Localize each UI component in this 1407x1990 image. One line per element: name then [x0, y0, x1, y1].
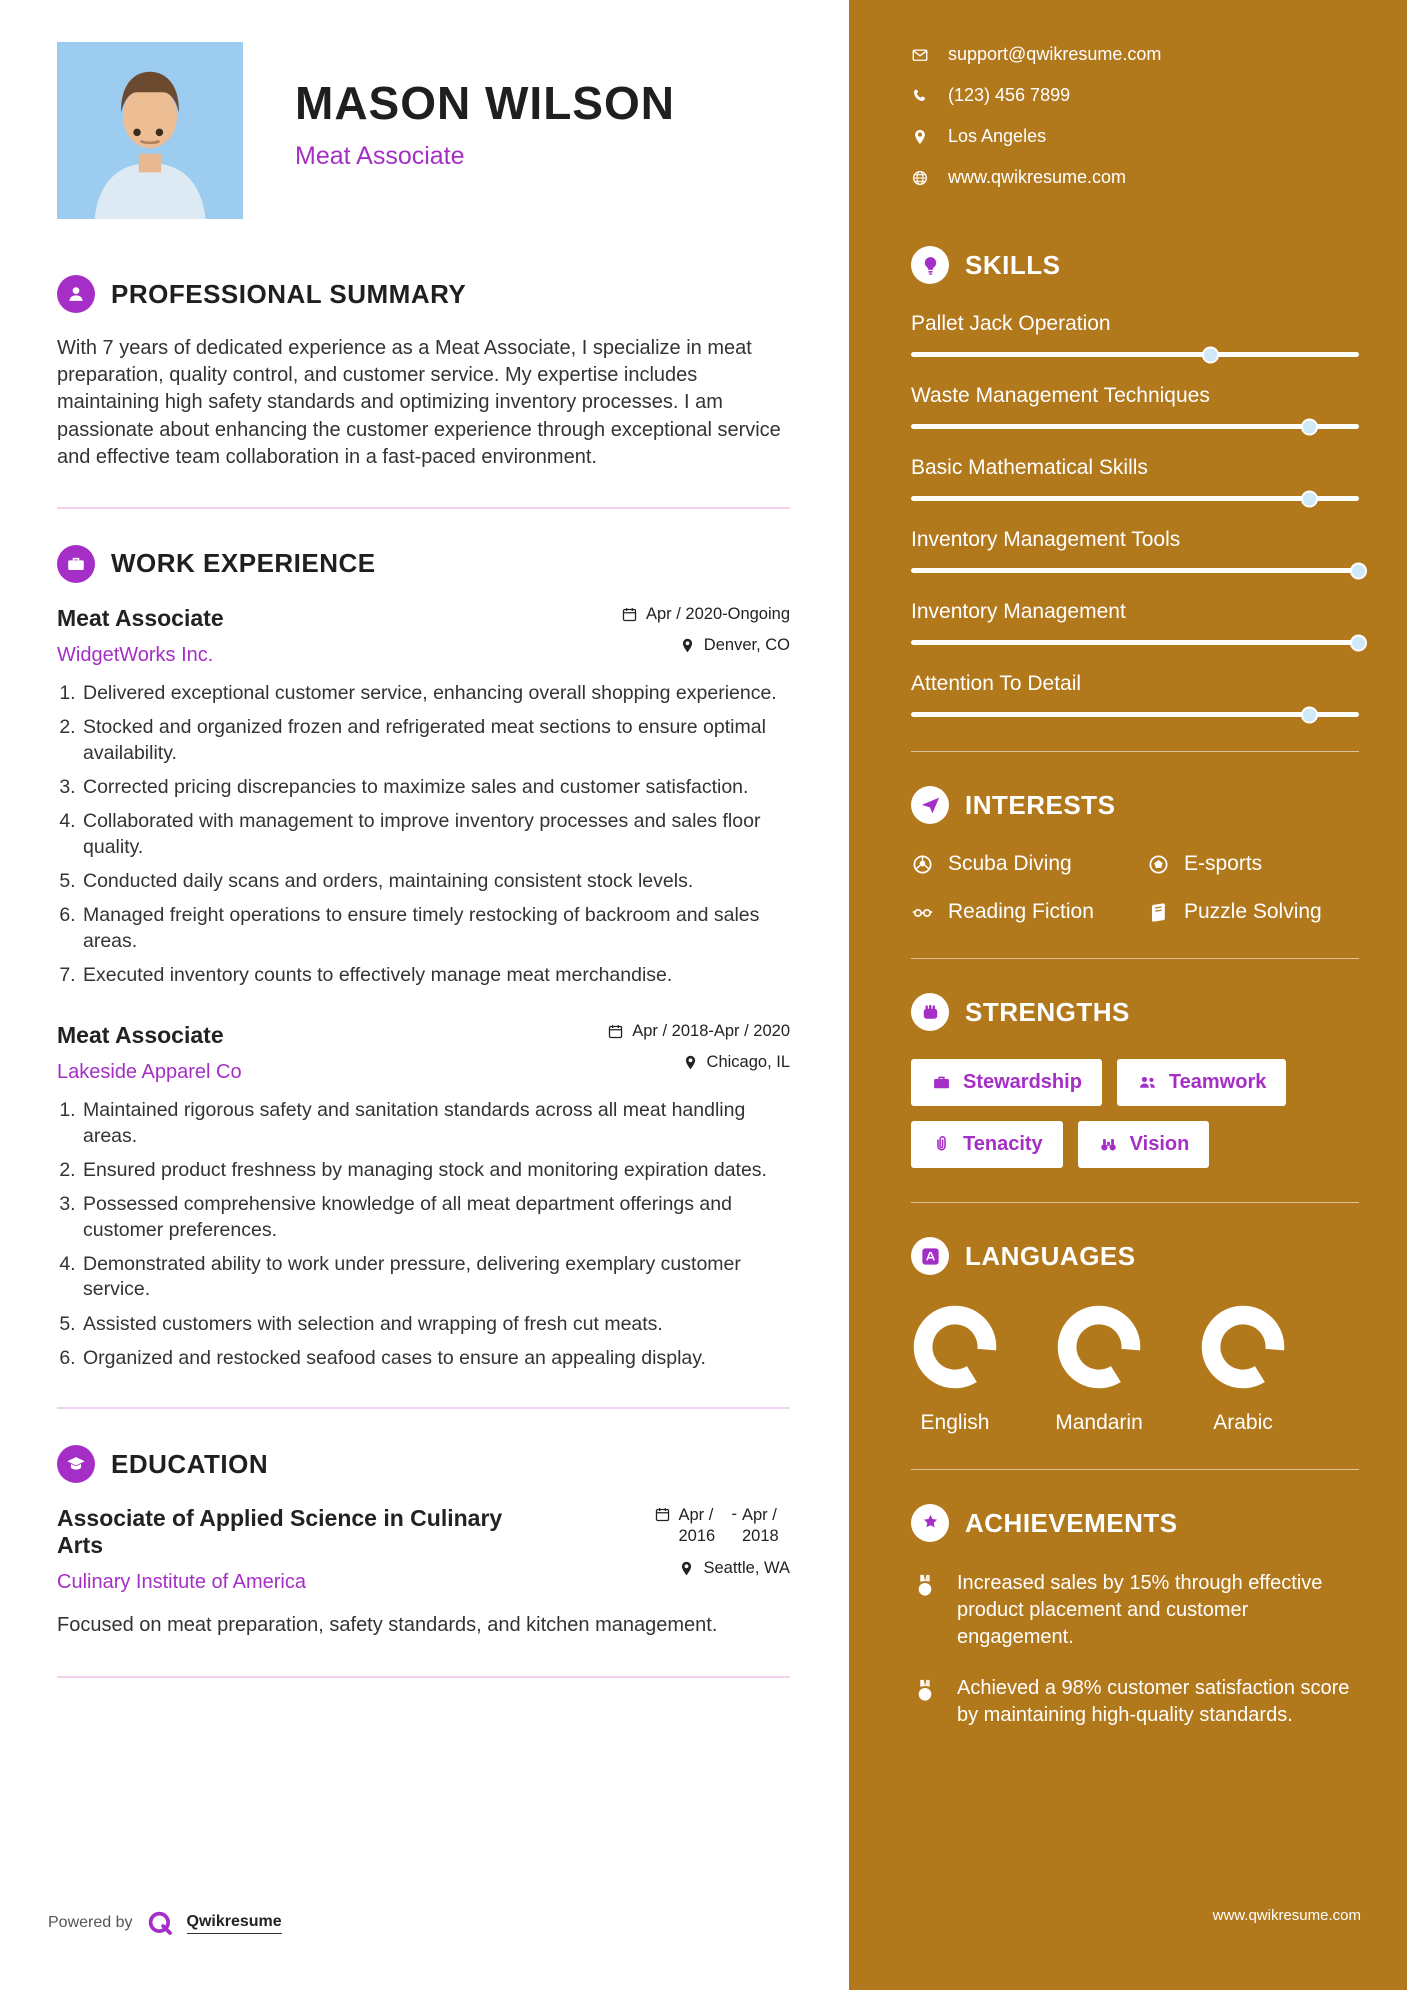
phone-icon [911, 87, 929, 105]
job-bullet: 6. Organized and restocked seafood cases to ensure an appealing display. [81, 1346, 790, 1371]
interests-heading: INTERESTS [965, 789, 1116, 820]
interest-label: Reading Fiction [948, 900, 1094, 923]
scuba-diving-icon [911, 853, 934, 876]
degree-title: Associate of Applied Science in Culinary Arts [57, 1505, 503, 1559]
achievements-section-header [911, 1504, 1359, 1542]
skill-item [911, 672, 1359, 717]
languages-heading: LANGUAGES [965, 1240, 1136, 1271]
education-location-row [678, 1559, 790, 1578]
job-bullet-list [57, 1098, 790, 1371]
interest-item [1147, 852, 1359, 876]
qwikresume-brand-link[interactable]: Qwikresume [187, 1913, 282, 1934]
job-bullet: 4. Demonstrated ability to work under pressure, delivering exemplary customer service. [81, 1252, 790, 1303]
person-icon [57, 275, 95, 313]
work-section-header [57, 545, 790, 583]
achievements-heading: ACHIEVEMENTS [965, 1507, 1178, 1538]
work-section [57, 545, 790, 1410]
interest-label: Scuba Diving [948, 852, 1072, 875]
job-header [57, 1022, 790, 1084]
skill-slider-thumb [1301, 490, 1318, 507]
strength-tenacity [911, 1121, 1063, 1168]
skill-slider-thumb [1202, 346, 1219, 363]
language-label: Mandarin [1055, 1411, 1143, 1434]
job-location: Chicago, IL [706, 1053, 790, 1072]
section-divider [57, 1676, 790, 1678]
skill-item [911, 456, 1359, 501]
strength-label: Stewardship [963, 1071, 1082, 1093]
powered-by-footer [48, 1908, 282, 1938]
skill-slider [911, 424, 1359, 429]
achievement-item [911, 1570, 1359, 1651]
job-bullet: 6. Managed freight operations to ensure timely restocking of backroom and sales areas. [81, 903, 790, 954]
email-icon [911, 46, 929, 64]
paper-plane-icon [911, 786, 949, 824]
translate-icon [911, 1237, 949, 1275]
skill-item [911, 528, 1359, 573]
language-donut [1199, 1303, 1287, 1391]
education-meta [654, 1505, 791, 1594]
strength-vision [1078, 1121, 1210, 1168]
job-title-block [57, 1022, 242, 1084]
education-header [57, 1505, 790, 1594]
job-dates: Apr / 2018-Apr / 2020 [632, 1022, 790, 1041]
globe-icon [911, 169, 929, 187]
contact-phone-row [911, 85, 1359, 106]
sidebar-divider [911, 1469, 1359, 1470]
medal-icon [911, 1572, 939, 1600]
section-divider [57, 1407, 790, 1409]
education-section [57, 1445, 790, 1678]
section-divider [57, 507, 790, 509]
skill-slider [911, 496, 1359, 501]
contact-website-row [911, 167, 1359, 188]
strength-label: Vision [1129, 1133, 1190, 1155]
interests-section-header [911, 786, 1359, 824]
calendar-icon [607, 1023, 624, 1040]
job-dates-row [607, 1022, 790, 1041]
job-header [57, 605, 790, 667]
medal-icon [911, 1677, 939, 1705]
job-bullet-list [57, 681, 790, 988]
briefcase-icon [931, 1072, 952, 1093]
language-item [911, 1303, 999, 1435]
job-title: Meat Associate [57, 604, 224, 631]
interest-item [911, 852, 1147, 876]
achievement-item [911, 1675, 1359, 1729]
skill-label: Waste Management Techniques [911, 384, 1210, 407]
job-bullet: 5. Conducted daily scans and orders, maintaining consistent stock levels. [81, 869, 790, 894]
job-title-block [57, 605, 224, 667]
strengths-heading: STRENGTHS [965, 996, 1130, 1027]
sidebar-divider [911, 1202, 1359, 1203]
skills-heading: SKILLS [965, 249, 1061, 280]
fist-icon [911, 993, 949, 1031]
header-text [295, 42, 675, 171]
strength-stewardship [911, 1059, 1102, 1106]
education-date-end: Apr / 2018 [742, 1506, 779, 1546]
languages-grid [911, 1303, 1359, 1435]
job-bullet: 1. Delivered exceptional customer service, enhancing overall shopping experience. [81, 681, 790, 706]
graduation-cap-icon [57, 1445, 95, 1483]
company-name: Lakeside Apparel Co [57, 1061, 242, 1084]
achievement-text: Achieved a 98% customer satisfaction score by maintaining high-quality standards. [957, 1677, 1350, 1726]
candidate-title: Meat Associate [295, 142, 465, 170]
strength-label: Tenacity [963, 1133, 1043, 1155]
job-title: Meat Associate [57, 1022, 224, 1049]
language-item [1055, 1303, 1143, 1435]
education-dates-row [654, 1505, 791, 1546]
skill-label: Basic Mathematical Skills [911, 456, 1148, 479]
skill-item [911, 600, 1359, 645]
skill-label: Pallet Jack Operation [911, 312, 1111, 335]
profile-photo-illustration [57, 42, 243, 219]
sidebar-divider [911, 958, 1359, 959]
summary-section [57, 275, 790, 509]
job-location-row [682, 1053, 790, 1072]
strength-teamwork [1117, 1059, 1286, 1106]
strengths-section-header [911, 993, 1359, 1031]
education-date-range [679, 1505, 791, 1546]
languages-section-header [911, 1237, 1359, 1275]
job-bullet: 7. Executed inventory counts to effectively manage meat merchandise. [81, 963, 790, 988]
strengths-grid [911, 1059, 1331, 1168]
briefcase-icon [57, 545, 95, 583]
job-bullet: 3. Corrected pricing discrepancies to maximize sales and customer satisfaction. [81, 775, 790, 800]
job-location: Denver, CO [703, 635, 790, 654]
skills-section [911, 246, 1359, 752]
skill-slider [911, 640, 1359, 645]
contact-location-row [911, 126, 1359, 147]
education-location: Seattle, WA [703, 1558, 790, 1577]
skill-slider-thumb [1301, 418, 1318, 435]
binoculars-icon [1098, 1134, 1119, 1155]
language-label: English [920, 1411, 990, 1434]
location-icon [682, 1054, 699, 1071]
interest-label: E-sports [1184, 852, 1263, 875]
strengths-section [911, 993, 1359, 1203]
strength-label: Teamwork [1168, 1071, 1267, 1093]
calendar-icon [654, 1506, 671, 1523]
company-name: WidgetWorks Inc. [57, 643, 214, 666]
sidebar [849, 0, 1407, 1990]
powered-by-label: Powered by [48, 1914, 133, 1931]
award-icon [911, 1504, 949, 1542]
skill-slider-thumb [1301, 706, 1318, 723]
interest-item [911, 900, 1147, 924]
profile-photo [57, 42, 243, 219]
education-date-start: Apr / 2016 [678, 1506, 716, 1546]
location-icon [678, 1560, 695, 1577]
contact-website[interactable]: www.qwikresume.com [948, 167, 1127, 187]
language-label: Arabic [1213, 1411, 1273, 1434]
job-entry [57, 605, 790, 988]
job-bullet: 2. Stocked and organized frozen and refrigerated meat sections to ensure optimal availability. [81, 715, 790, 766]
skill-label: Attention To Detail [911, 672, 1082, 695]
location-icon [679, 637, 696, 654]
skill-slider-thumb [1350, 634, 1367, 651]
skill-slider [911, 712, 1359, 717]
contact-phone: (123) 456 7899 [948, 85, 1071, 105]
sidebar-divider [911, 751, 1359, 752]
interests-section [911, 786, 1359, 959]
job-bullet: 3. Possessed comprehensive knowledge of all meat department offerings and customer preferences. [81, 1192, 790, 1243]
job-meta [607, 1022, 790, 1084]
contact-location: Los Angeles [948, 126, 1047, 146]
paperclip-icon [931, 1134, 952, 1155]
location-icon [911, 128, 929, 146]
interests-grid [911, 852, 1359, 924]
language-donut [1055, 1303, 1143, 1391]
job-bullet: 2. Ensured product freshness by managing stock and monitoring expiration dates. [81, 1158, 790, 1183]
candidate-name: MASON WILSON [295, 77, 675, 129]
esports-icon [1147, 853, 1170, 876]
lightbulb-icon [911, 246, 949, 284]
job-location-row [679, 636, 790, 655]
skill-item [911, 384, 1359, 429]
puzzle-solving-icon [1147, 901, 1170, 924]
contact-email[interactable]: support@qwikresume.com [948, 44, 1162, 64]
skill-slider [911, 568, 1359, 573]
language-donut [911, 1303, 999, 1391]
summary-text: With 7 years of dedicated experience as a Meat Associate, I specialize in meat preparation, quality control, and customer service. My expertise includes maintaining high safety standards and optimizing inventory processes. I am passionate about enhancing the customer experience through exceptional service and effective team collaboration in a fast-paced environment. [57, 337, 781, 468]
people-icon [1137, 1072, 1158, 1093]
reading-fiction-icon [911, 901, 934, 924]
education-description: Focused on meat preparation, safety standards, and kitchen management. [57, 1614, 718, 1637]
skill-slider-thumb [1350, 562, 1367, 579]
job-dates-row [621, 605, 790, 624]
achievements-section [911, 1504, 1359, 1729]
job-bullet: 5. Assisted customers with selection and wrapping of fresh cut meats. [81, 1312, 790, 1337]
job-meta [621, 605, 790, 667]
summary-section-header [57, 275, 790, 313]
contact-email-row [911, 44, 1359, 65]
education-heading: EDUCATION [111, 1448, 269, 1479]
education-section-header [57, 1445, 790, 1483]
date-separator: - [731, 1505, 737, 1524]
skill-label: Inventory Management [911, 600, 1126, 623]
calendar-icon [621, 606, 638, 623]
skill-slider [911, 352, 1359, 357]
school-name: Culinary Institute of America [57, 1571, 306, 1594]
job-entry [57, 1022, 790, 1371]
interest-item [1147, 900, 1359, 924]
job-bullet: 4. Collaborated with management to improve inventory processes and sales floor quality. [81, 809, 790, 860]
work-heading: WORK EXPERIENCE [111, 548, 376, 579]
qwikresume-logo-icon [145, 1908, 175, 1938]
degree-block [57, 1505, 527, 1594]
interest-label: Puzzle Solving [1184, 900, 1322, 923]
contact-block [911, 44, 1359, 188]
languages-section [911, 1237, 1359, 1470]
summary-heading: PROFESSIONAL SUMMARY [111, 278, 467, 309]
job-bullet: 1. Maintained rigorous safety and sanitation standards across all meat handling areas. [81, 1098, 790, 1149]
skill-item [911, 312, 1359, 357]
job-dates: Apr / 2020-Ongoing [645, 604, 790, 623]
language-item [1199, 1303, 1287, 1435]
achievement-text: Increased sales by 15% through effective product placement and customer engagement. [957, 1572, 1323, 1648]
resume-header [57, 42, 790, 219]
skill-label: Inventory Management Tools [911, 528, 1181, 551]
sidebar-website-link[interactable]: www.qwikresume.com [1212, 1907, 1361, 1924]
skills-section-header [911, 246, 1359, 284]
